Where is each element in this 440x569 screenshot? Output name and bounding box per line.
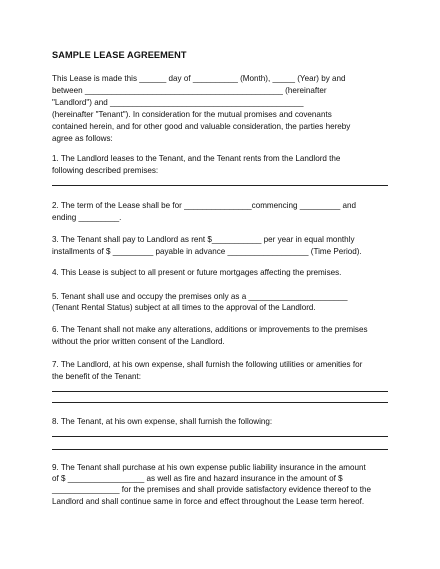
clause-7-line-2: the benefit of the Tenant: — [52, 372, 141, 381]
document-title: SAMPLE LEASE AGREEMENT — [52, 50, 187, 60]
clause-1-line-2: following described premises: — [52, 166, 159, 175]
clause-2-line-1: 2. The term of the Lease shall be for _______________commencing _________ and — [52, 201, 357, 210]
clause-3-line-2: installments of $ _________ payable in advance __________________ (Time Period). — [52, 247, 362, 256]
clause-6-line-2: without the prior written consent of the Landlord. — [52, 337, 225, 346]
clause-8-blank-line-2 — [52, 449, 388, 450]
clause-7-blank-line-1 — [52, 391, 388, 392]
clause-7-line-1: 7. The Landlord, at his own expense, shall furnish the following utilities or amenities for — [52, 360, 363, 369]
clause-1-line-1: 1. The Landlord leases to the Tenant, and the Tenant rents from the Landlord the — [52, 154, 341, 163]
intro-line-5: contained herein, and for other good and valuable consideration, the parties hereby — [52, 122, 351, 131]
intro-line-4: (hereinafter "Tenant"). In consideration for the mutual promises and covenants — [52, 110, 332, 119]
clause-1-blank-line — [52, 185, 388, 186]
clause-6-line-1: 6. The Tenant shall not make any alterations, additions or improvements to the premises — [52, 325, 368, 334]
clause-5-line-2: (Tenant Rental Status) subject at all times to the approval of the Landlord. — [52, 303, 316, 312]
clause-5-line-1: 5. Tenant shall use and occupy the premises only as a ______________________ — [52, 292, 348, 301]
clause-9-line-1: 9. The Tenant shall purchase at his own expense public liability insurance in the amount — [52, 463, 366, 472]
clause-8-blank-line-1 — [52, 436, 388, 437]
clause-9-line-4: Landlord and shall continue same in force and effect throughout the Lease term hereof. — [52, 497, 365, 506]
clause-9-line-2: of $ _________________ as well as fire and hazard insurance in the amount of $ — [52, 474, 343, 483]
intro-line-6: agree as follows: — [52, 134, 113, 143]
clause-9-line-3: _______________ for the premises and shall provide satisfactory evidence thereof to the — [52, 485, 372, 494]
clause-3-line-1: 3. The Tenant shall pay to Landlord as rent $___________ per year in equal monthly — [52, 235, 355, 244]
clause-8-line-1: 8. The Tenant, at his own expense, shall furnish the following: — [52, 417, 273, 426]
clause-7-blank-line-2 — [52, 402, 388, 403]
intro-line-2: between ____________________________________________ (hereinafter — [52, 86, 327, 95]
intro-line-1: This Lease is made this ______ day of __________ (Month), _____ (Year) by and — [52, 74, 346, 83]
intro-line-3: "Landlord") and ___________________________________________ — [52, 98, 304, 107]
clause-4-line-1: 4. This Lease is subject to all present or future mortgages affecting the premises. — [52, 268, 342, 277]
clause-2-line-2: ending _________. — [52, 213, 122, 222]
